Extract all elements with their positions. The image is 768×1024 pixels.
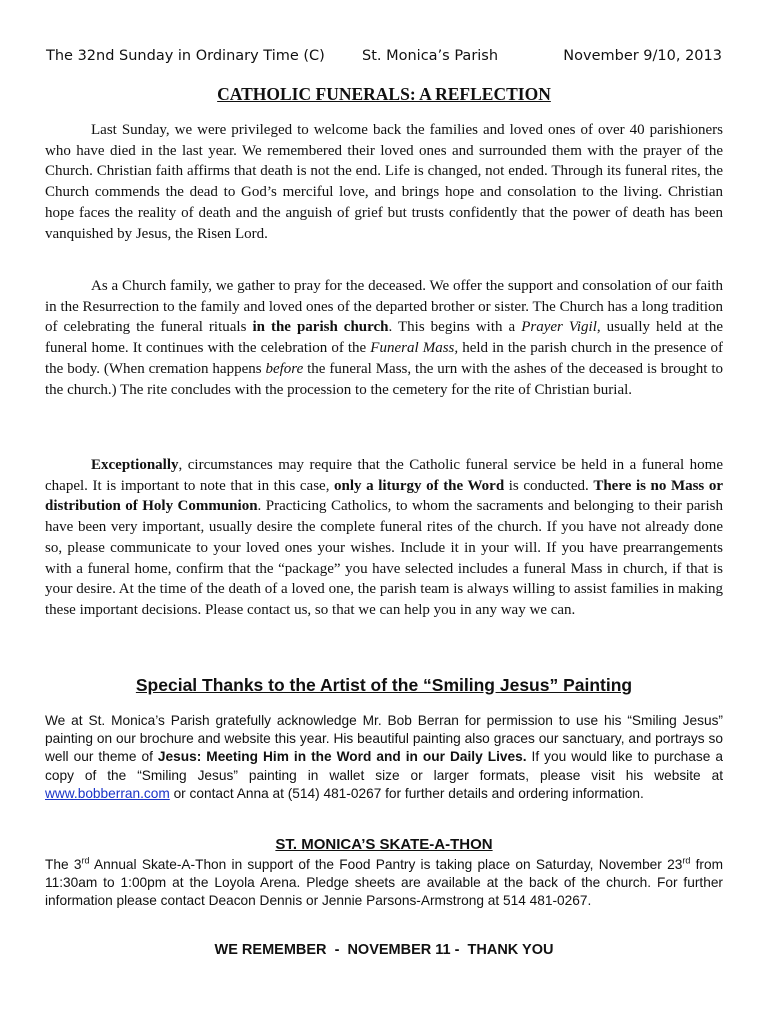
skate-title: ST. MONICA’S SKATE-A-THON <box>275 836 493 853</box>
header-occasion: The 32nd Sunday in Ordinary Time (C) <box>46 48 325 64</box>
funerals-title: CATHOLIC FUNERALS: A REFLECTION <box>217 84 551 104</box>
footer-remember: WE REMEMBER - NOVEMBER 11 - THANK YOU <box>214 942 554 958</box>
funerals-paragraph-2: As a Church family, we gather to pray for the deceased. We offer the support and consolation of our faith in the Resurrection to the family and loved ones of the departed brother or sister. The Church has a long tradition of celebrating the funeral rituals in the parish church. This begins with a Prayer Vigil, usually held at the funeral home. It continues with the celebration of the Funeral Mass, held in the parish church in the presence of the body. (When cremation happens before the funeral Mass, the urn with the ashes of the deceased is brought to the church.) The rite concludes with the procession to the cemetery for the rite of Christian burial. <box>45 278 724 398</box>
emphasis-exceptionally: Exceptionally <box>91 457 179 473</box>
emphasis-theme: Jesus: Meeting Him in the Word and in our Daily Lives. <box>157 749 527 765</box>
header-date: November 9/10, 2013 <box>563 48 722 64</box>
artist-website-link[interactable]: www.bobberran.com <box>45 785 170 801</box>
funerals-paragraph-1: Last Sunday, we were privileged to welcome back the families and loved ones of over 40 parishioners who have died in the last year. We remembered their loved ones and surrounded them with the prayer of the Church. Christian faith affirms that death is not the end. Life is changed, not ended. Through its funeral rites, the Church commends the dead to God’s merciful love, and brings hope and consolation to the living. Christian hope faces the reality of death and the anguish of grief but trusts confidently that the power of death has been vanquished by Jesus, the Risen Lord. <box>45 122 723 242</box>
page-header <box>46 48 722 70</box>
emphasis-no-mass: There is no Mass or distribution of Holy Communion <box>45 477 724 515</box>
funerals-paragraph-3: Exceptionally, circumstances may require that the Catholic funeral service be held in a funeral home chapel. It is important to note that in this case, only a liturgy of the Word is conducted. There is no Mass or distribution of Holy Communion. Practicing Catholics, to whom the sacraments and belonging to their parish have been very important, usually desire the complete funeral rites of the church. If you have not already done so, please communicate to your loved ones your wishes. Include it in your will. If you have prearrangements with a funeral home, confirm that the “package” you have selected includes a funeral Mass in church, if that is your desire. At the time of the death of a loved one, the parish team is always willing to assist families in making these important decisions. Please contact us, so that we can help you in any way we can. <box>45 457 724 618</box>
emphasis-prayer-vigil: Prayer Vigil <box>521 319 597 336</box>
thanks-paragraph: We at St. Monica’s Parish gratefully acknowledge Mr. Bob Berran for permission to use his “Smiling Jesus” painting on our brochure and website this year. His beautiful painting also graces our sanctuary, and portrays so well our theme of Jesus: Meeting Him in the Word and in our Daily Lives. If you would like to purchase a copy of the “Smiling Jesus” painting in wallet size or larger formats, please visit his website at www.bobberran.com or contact Anna at (514) 481-0267 for further details and ordering information. <box>45 713 723 801</box>
skate-paragraph: The 3rd Annual Skate-A-Thon in support of the Food Pantry is taking place on Saturday, November 23rd from 11:30am to 1:00pm at the Loyola Arena. Pledge sheets are available at the back of the church. For further information please contact Deacon Dennis or Jennie Parsons-Armstrong at 514 481-0267. <box>45 855 723 909</box>
emphasis-parish-church: in the parish church <box>252 319 389 336</box>
emphasis-before: before <box>265 360 304 377</box>
emphasis-funeral-mass: Funeral Mass, <box>370 340 459 357</box>
thanks-title: Special Thanks to the Artist of the “Smiling Jesus” Painting <box>135 675 633 695</box>
emphasis-liturgy-word: only a liturgy of the Word <box>334 477 505 494</box>
header-parish: St. Monica’s Parish <box>362 48 499 64</box>
